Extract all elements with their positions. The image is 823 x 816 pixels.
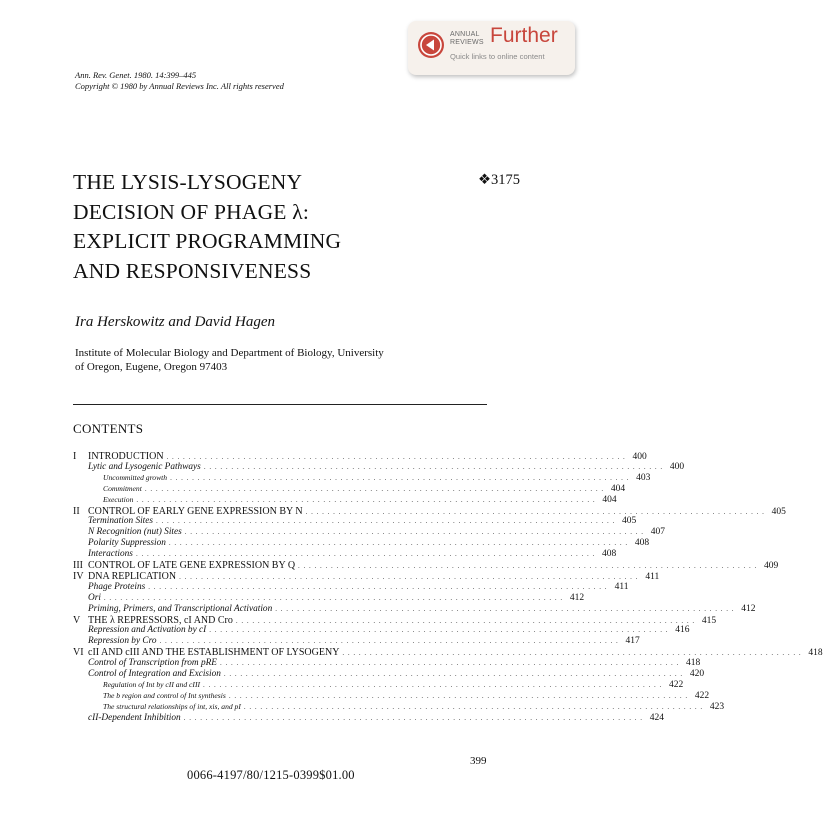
leader-dots: . . . . . . . . . . . . . . . . . . . . . . . . . . . . . . . . . . . . . . . . . . . . . . . . . . . . . . . . . . . . . . . . . . . . . . . . . . . . . . . . . . . . bbox=[342, 649, 802, 658]
leader-dots: . . . . . . . . . . . . . . . . . . . . . . . . . . . . . . . . . . . . . . . . . . . . . . . . . . . . . . . . . . . . . . . . . . . . . . . . . . . . . . . . . . . . bbox=[203, 462, 664, 471]
toc-page-number: 415 bbox=[701, 615, 717, 626]
leader-dots: . . . . . . . . . . . . . . . . . . . . . . . . . . . . . . . . . . . . . . . . . . . . . . . . . . . . . . . . . . . . . . . . . . . . . . . . . . . . . . . . . . . . bbox=[184, 528, 644, 537]
toc-entry bbox=[73, 451, 647, 462]
arrow-left-icon bbox=[418, 32, 444, 58]
toc-page-number: 408 bbox=[601, 549, 617, 560]
toc-entry bbox=[73, 549, 617, 560]
annual-reviews-logo-text: ANNUAL REVIEWS bbox=[450, 31, 484, 46]
toc-page-number: 409 bbox=[764, 561, 779, 571]
toc-section-number: I bbox=[73, 451, 77, 462]
leader-dots: . . . . . . . . . . . . . . . . . . . . . . . . . . . . . . . . . . . . . . . . . . . . . . . . . . . . . . . . . . . . . . . . . . . . . . . . . . . . . . . . . . . . bbox=[203, 680, 663, 689]
toc-entry-title: Phage Proteins bbox=[88, 581, 146, 592]
toc-section-number: IV bbox=[73, 570, 84, 582]
toc-entry-title: Uncommitted growth bbox=[103, 472, 168, 482]
toc-entry bbox=[73, 472, 651, 483]
toc-entry-title: Ori bbox=[88, 592, 101, 603]
leader-dots: . . . . . . . . . . . . . . . . . . . . . . . . . . . . . . . . . . . . . . . . . . . . . . . . . . . . . . . . . . . . . . . . . . . . . . . . . . . . . . . . . . . . bbox=[135, 550, 596, 559]
toc-page-number: 404 bbox=[602, 494, 617, 505]
toc-page-number: 412 bbox=[569, 592, 585, 603]
toc-entry-title: CONTROL OF EARLY GENE EXPRESSION BY N bbox=[88, 505, 303, 517]
toc-entry bbox=[73, 614, 717, 626]
toc-page-number: 422 bbox=[669, 679, 684, 690]
toc-section-number: V bbox=[73, 614, 81, 626]
leader-dots: . . . . . . . . . . . . . . . . . . . . . . . . . . . . . . . . . . . . . . . . . . . . . . . . . . . . . . . . . . . . . . . . . . . . . . . . . . . . . . . . . . . . bbox=[298, 562, 758, 570]
leader-dots: . . . . . . . . . . . . . . . . . . . . . . . . . . . . . . . . . . . . . . . . . . . . . . . . . . . . . . . . . . . . . . . . . . . . . . . . . . . . . . . . . . . . bbox=[219, 659, 680, 668]
toc-entry bbox=[73, 461, 685, 472]
toc-page-number: 400 bbox=[669, 461, 685, 472]
toc-page-number: 418 bbox=[808, 648, 823, 659]
leader-dots: . . . . . . . . . . . . . . . . . . . . . . . . . . . . . . . . . . . . . . . . . . . . . . . . . . . . . . . . . . . . . . . . . . . . . . . . . . . . . . . . . . . . bbox=[166, 453, 626, 461]
toc-entry-title: Regulation of Int by cII and cIII bbox=[103, 679, 200, 689]
toc-entry bbox=[73, 516, 637, 527]
toc-entry bbox=[73, 712, 664, 723]
toc-entry bbox=[73, 527, 665, 538]
toc-page-number: 418 bbox=[685, 658, 701, 669]
toc-entry-title: Interactions bbox=[88, 549, 133, 560]
toc-page-number: 422 bbox=[694, 690, 710, 701]
toc-page-number: 400 bbox=[632, 452, 647, 462]
toc-entry bbox=[73, 625, 690, 636]
toc-entry bbox=[73, 592, 585, 603]
leader-dots: . . . . . . . . . . . . . . . . . . . . . . . . . . . . . . . . . . . . . . . . . . . . . . . . . . . . . . . . . . . . . . . . . . . . . . . . . . . . . . . . . . . . bbox=[305, 507, 765, 516]
toc-entry bbox=[73, 505, 786, 517]
toc-entry-title: INTRODUCTION bbox=[88, 451, 164, 462]
leader-dots: . . . . . . . . . . . . . . . . . . . . . . . . . . . . . . . . . . . . . . . . . . . . . . . . . . . . . . . . . . . . . . . . . . . . . . . . . . . . . . . . . . . . bbox=[223, 670, 684, 678]
toc-entry-title: Execution bbox=[103, 494, 134, 504]
authors: Ira Herskowitz and David Hagen bbox=[75, 314, 275, 330]
affiliation: Institute of Molecular Biology and Department of Biology, University of Oregon, Eugene, Oregon 97403 bbox=[75, 347, 384, 373]
toc-page-number: 411 bbox=[614, 581, 629, 592]
toc-page-number: 424 bbox=[649, 712, 664, 723]
leader-dots: . . . . . . . . . . . . . . . . . . . . . . . . . . . . . . . . . . . . . . . . . . . . . . . . . . . . . . . . . . . . . . . . . . . . . . . . . . . . . . . . . . . . bbox=[243, 702, 704, 711]
copyright-code: 0066-4197/80/1215-0399$01.00 bbox=[187, 768, 355, 782]
toc-entry bbox=[73, 560, 779, 571]
toc-entry bbox=[73, 494, 617, 505]
leader-dots: . . . . . . . . . . . . . . . . . . . . . . . . . . . . . . . . . . . . . . . . . . . . . . . . . . . . . . . . . . . . . . . . . . . . . . . . . . . . . . . . . . . . bbox=[136, 495, 596, 504]
leader-dots: . . . . . . . . . . . . . . . . . . . . . . . . . . . . . . . . . . . . . . . . . . . . . . . . . . . . . . . . . . . . . . . . . . . . . . . . . . . . . . . . . . . . bbox=[103, 593, 564, 602]
toc-page-number: 408 bbox=[634, 538, 650, 549]
toc-entry-title: Repression by Cro bbox=[88, 636, 157, 647]
further-badge[interactable] bbox=[408, 21, 575, 75]
toc-entry bbox=[73, 658, 701, 669]
toc-page-number: 412 bbox=[741, 603, 756, 614]
toc-page-number: 404 bbox=[610, 483, 626, 494]
toc-entry-title: The b region and control of Int synthesis bbox=[103, 690, 226, 700]
toc-section-number: III bbox=[73, 560, 83, 571]
toc-page-number: 423 bbox=[709, 701, 725, 712]
leader-dots: . . . . . . . . . . . . . . . . . . . . . . . . . . . . . . . . . . . . . . . . . . . . . . . . . . . . . . . . . . . . . . . . . . . . . . . . . . . . . . . . . . . . bbox=[179, 572, 639, 581]
leader-dots: . . . . . . . . . . . . . . . . . . . . . . . . . . . . . . . . . . . . . . . . . . . . . . . . . . . . . . . . . . . . . . . . . . . . . . . . . . . . . . . . . . . . bbox=[228, 691, 689, 700]
article-title: THE LYSIS-LYSOGENY DECISION OF PHAGE λ: EXPLICIT PROGRAMMING AND RESPONSIVENESS bbox=[73, 170, 342, 283]
further-label: Further bbox=[490, 24, 558, 47]
toc-entry bbox=[73, 483, 626, 494]
toc-entry-title: Commitment bbox=[103, 483, 142, 493]
leader-dots: . . . . . . . . . . . . . . . . . . . . . . . . . . . . . . . . . . . . . . . . . . . . . . . . . . . . . . . . . . . . . . . . . . . . . . . . . . . . . . . . . . . . bbox=[170, 473, 630, 482]
toc-page-number: 411 bbox=[645, 571, 660, 582]
toc-entry bbox=[73, 636, 640, 647]
toc-page-number: 420 bbox=[689, 669, 705, 679]
toc-section-number: II bbox=[73, 505, 80, 517]
toc-entry-title: THE λ REPRESSORS, cI AND Cro bbox=[88, 614, 233, 626]
leader-dots: . . . . . . . . . . . . . . . . . . . . . . . . . . . . . . . . . . . . . . . . . . . . . . . . . . . . . . . . . . . . . . . . . . . . . . . . . . . . . . . . . . . . bbox=[275, 604, 735, 613]
toc-entry bbox=[73, 581, 629, 592]
toc-entry-title: Termination Sites bbox=[88, 516, 154, 527]
toc-page-number: 403 bbox=[636, 472, 651, 483]
toc-entry-title: DNA REPLICATION bbox=[88, 570, 177, 582]
leader-dots: . . . . . . . . . . . . . . . . . . . . . . . . . . . . . . . . . . . . . . . . . . . . . . . . . . . . . . . . . . . . . . . . . . . . . . . . . . . . . . . . . . . . bbox=[235, 616, 696, 625]
divider bbox=[73, 404, 487, 405]
leader-dots: . . . . . . . . . . . . . . . . . . . . . . . . . . . . . . . . . . . . . . . . . . . . . . . . . . . . . . . . . . . . . . . . . . . . . . . . . . . . . . . . . . . . bbox=[148, 582, 608, 591]
toc-entry-title: cII-Dependent Inhibition bbox=[88, 712, 181, 723]
page-number: 399 bbox=[470, 755, 487, 767]
contents-heading: CONTENTS bbox=[73, 421, 144, 436]
leader-dots: . . . . . . . . . . . . . . . . . . . . . . . . . . . . . . . . . . . . . . . . . . . . . . . . . . . . . . . . . . . . . . . . . . . . . . . . . . . . . . . . . . . . bbox=[168, 539, 629, 548]
leader-dots: . . . . . . . . . . . . . . . . . . . . . . . . . . . . . . . . . . . . . . . . . . . . . . . . . . . . . . . . . . . . . . . . . . . . . . . . . . . . . . . . . . . . bbox=[183, 713, 643, 722]
further-subtitle: Quick links to online content bbox=[450, 52, 545, 61]
toc-entry bbox=[73, 669, 705, 679]
toc-entry-title: Control of Integration and Excision bbox=[88, 669, 221, 679]
journal-citation: Ann. Rev. Genet. 1980. 14:399–445 Copyright © 1980 by Annual Reviews Inc. All rights reserved bbox=[75, 70, 284, 91]
toc-section-number: VI bbox=[73, 647, 84, 659]
toc-entry bbox=[73, 538, 650, 549]
leader-dots: . . . . . . . . . . . . . . . . . . . . . . . . . . . . . . . . . . . . . . . . . . . . . . . . . . . . . . . . . . . . . . . . . . . . . . . . . . . . . . . . . . . . bbox=[144, 484, 605, 493]
toc-entry-title: Repression and Activation by cI bbox=[88, 625, 207, 636]
leader-dots: . . . . . . . . . . . . . . . . . . . . . . . . . . . . . . . . . . . . . . . . . . . . . . . . . . . . . . . . . . . . . . . . . . . . . . . . . . . . . . . . . . . . bbox=[159, 637, 619, 646]
leader-dots: . . . . . . . . . . . . . . . . . . . . . . . . . . . . . . . . . . . . . . . . . . . . . . . . . . . . . . . . . . . . . . . . . . . . . . . . . . . . . . . . . . . . bbox=[209, 626, 669, 635]
toc-page-number: 416 bbox=[675, 625, 690, 636]
leader-dots: . . . . . . . . . . . . . . . . . . . . . . . . . . . . . . . . . . . . . . . . . . . . . . . . . . . . . . . . . . . . . . . . . . . . . . . . . . . . . . . . . . . . bbox=[156, 517, 616, 526]
toc-entry bbox=[73, 679, 684, 690]
toc-page-number: 417 bbox=[625, 636, 640, 647]
toc-entry-title: CONTROL OF LATE GENE EXPRESSION BY Q bbox=[88, 560, 296, 571]
toc-entry bbox=[73, 570, 660, 582]
toc-entry-title: cII AND cIII AND THE ESTABLISHMENT OF LYSOGENY bbox=[88, 647, 340, 659]
toc-page-number: 405 bbox=[622, 516, 637, 527]
toc-entry-title: Control of Transcription from pRE bbox=[88, 658, 217, 669]
article-number: ❖3175 bbox=[478, 172, 520, 188]
toc-page-number: 405 bbox=[771, 506, 786, 517]
toc-entry-title: N Recognition (nut) Sites bbox=[88, 527, 182, 538]
toc-entry bbox=[73, 647, 823, 659]
toc-page-number: 407 bbox=[650, 527, 665, 538]
toc-entry-title: Lytic and Lysogenic Pathways bbox=[88, 461, 201, 472]
toc-entry bbox=[73, 701, 725, 712]
toc-entry-title: Polarity Suppression bbox=[88, 538, 166, 549]
toc-entry-title: Priming, Primers, and Transcriptional Activation bbox=[88, 603, 273, 614]
toc-entry bbox=[73, 603, 756, 614]
toc-entry-title: The structural relationships of int, xis, and pI bbox=[103, 701, 241, 711]
toc-entry bbox=[73, 690, 710, 701]
